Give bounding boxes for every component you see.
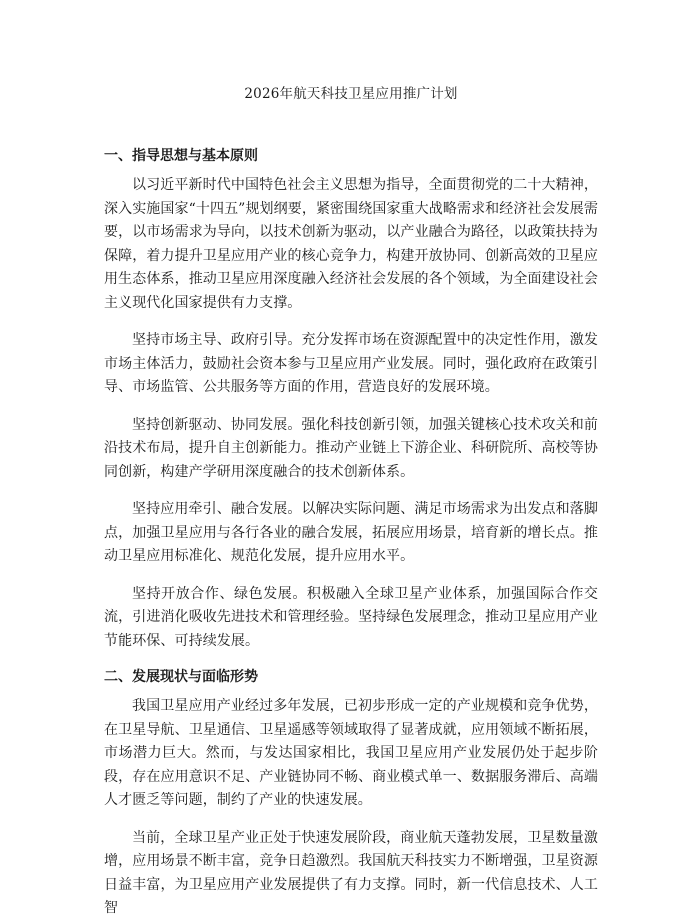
section-heading-status-and-situation: 二、发展现状与面临形势 [104, 669, 258, 685]
section-heading-guiding-principles: 一、指导思想与基本原则 [104, 148, 258, 164]
paragraph: 坚持市场主导、政府引导。充分发挥市场在资源配置中的决定性作用，激发市场主体活力，鼓励社会资本参与卫星应用产业发展。同时，强化政府在政策引导、市场监管、公共服务等方面的作用，营造良好的发展环境。 [104, 332, 598, 395]
paragraph: 坚持应用牵引、融合发展。以解决实际问题、满足市场需求为出发点和落脚点，加强卫星应用与各行各业的融合发展，拓展应用场景，培育新的增长点。推动卫星应用标准化、规范化发展，提升应用水平。 [104, 501, 598, 564]
paragraph: 坚持开放合作、绿色发展。积极融入全球卫星产业体系，加强国际合作交流，引进消化吸收先进技术和管理经验。坚持绿色发展理念，推动卫星应用产业节能环保、可持续发展。 [104, 585, 598, 649]
paragraph: 当前，全球卫星产业正处于快速发展阶段，商业航天蓬勃发展，卫星数量激增，应用场景不断丰富，竞争日趋激烈。我国航天科技实力不断增强，卫星资源日益丰富，为卫星应用产业发展提供了有力支撑。同时，新一代信息技术、人工智 [104, 829, 598, 916]
paragraph: 坚持创新驱动、协同发展。强化科技创新引领，加强关键核心技术攻关和前沿技术布局，提升自主创新能力。推动产业链上下游企业、科研院所、高校等协同创新，构建产学研用深度融合的技术创新体系。 [104, 416, 598, 480]
paragraph: 我国卫星应用产业经过多年发展，已初步形成一定的产业规模和竞争优势，在卫星导航、卫星通信、卫星遥感等领域取得了显著成就，应用领域不断拓展，市场潜力巨大。然而，与发达国家相比，我国卫星应用产业发展仍处于起步阶段，存在应用意识不足、产业链协同不畅、商业模式单一、数据服务滞后、高端人才匮乏等问题，制约了产业的快速发展。 [104, 698, 598, 808]
paragraph: 以习近平新时代中国特色社会主义思想为指导，全面贯彻党的二十大精神，深入实施国家“十四五”规划纲要，紧密围绕国家重大战略需求和经济社会发展需要，以市场需求为导向，以技术创新为驱动，以产业融合为路径，以政策扶持为保障，着力提升卫星应用产业的核心竞争力，构建开放协同、创新高效的卫星应用生态体系，推动卫星应用深度融入经济社会发展的各个领域，为全面建设社会主义现代化国家提供有力支撑。 [104, 177, 598, 311]
document-title: 2026年航天科技卫星应用推广计划 [244, 86, 458, 102]
